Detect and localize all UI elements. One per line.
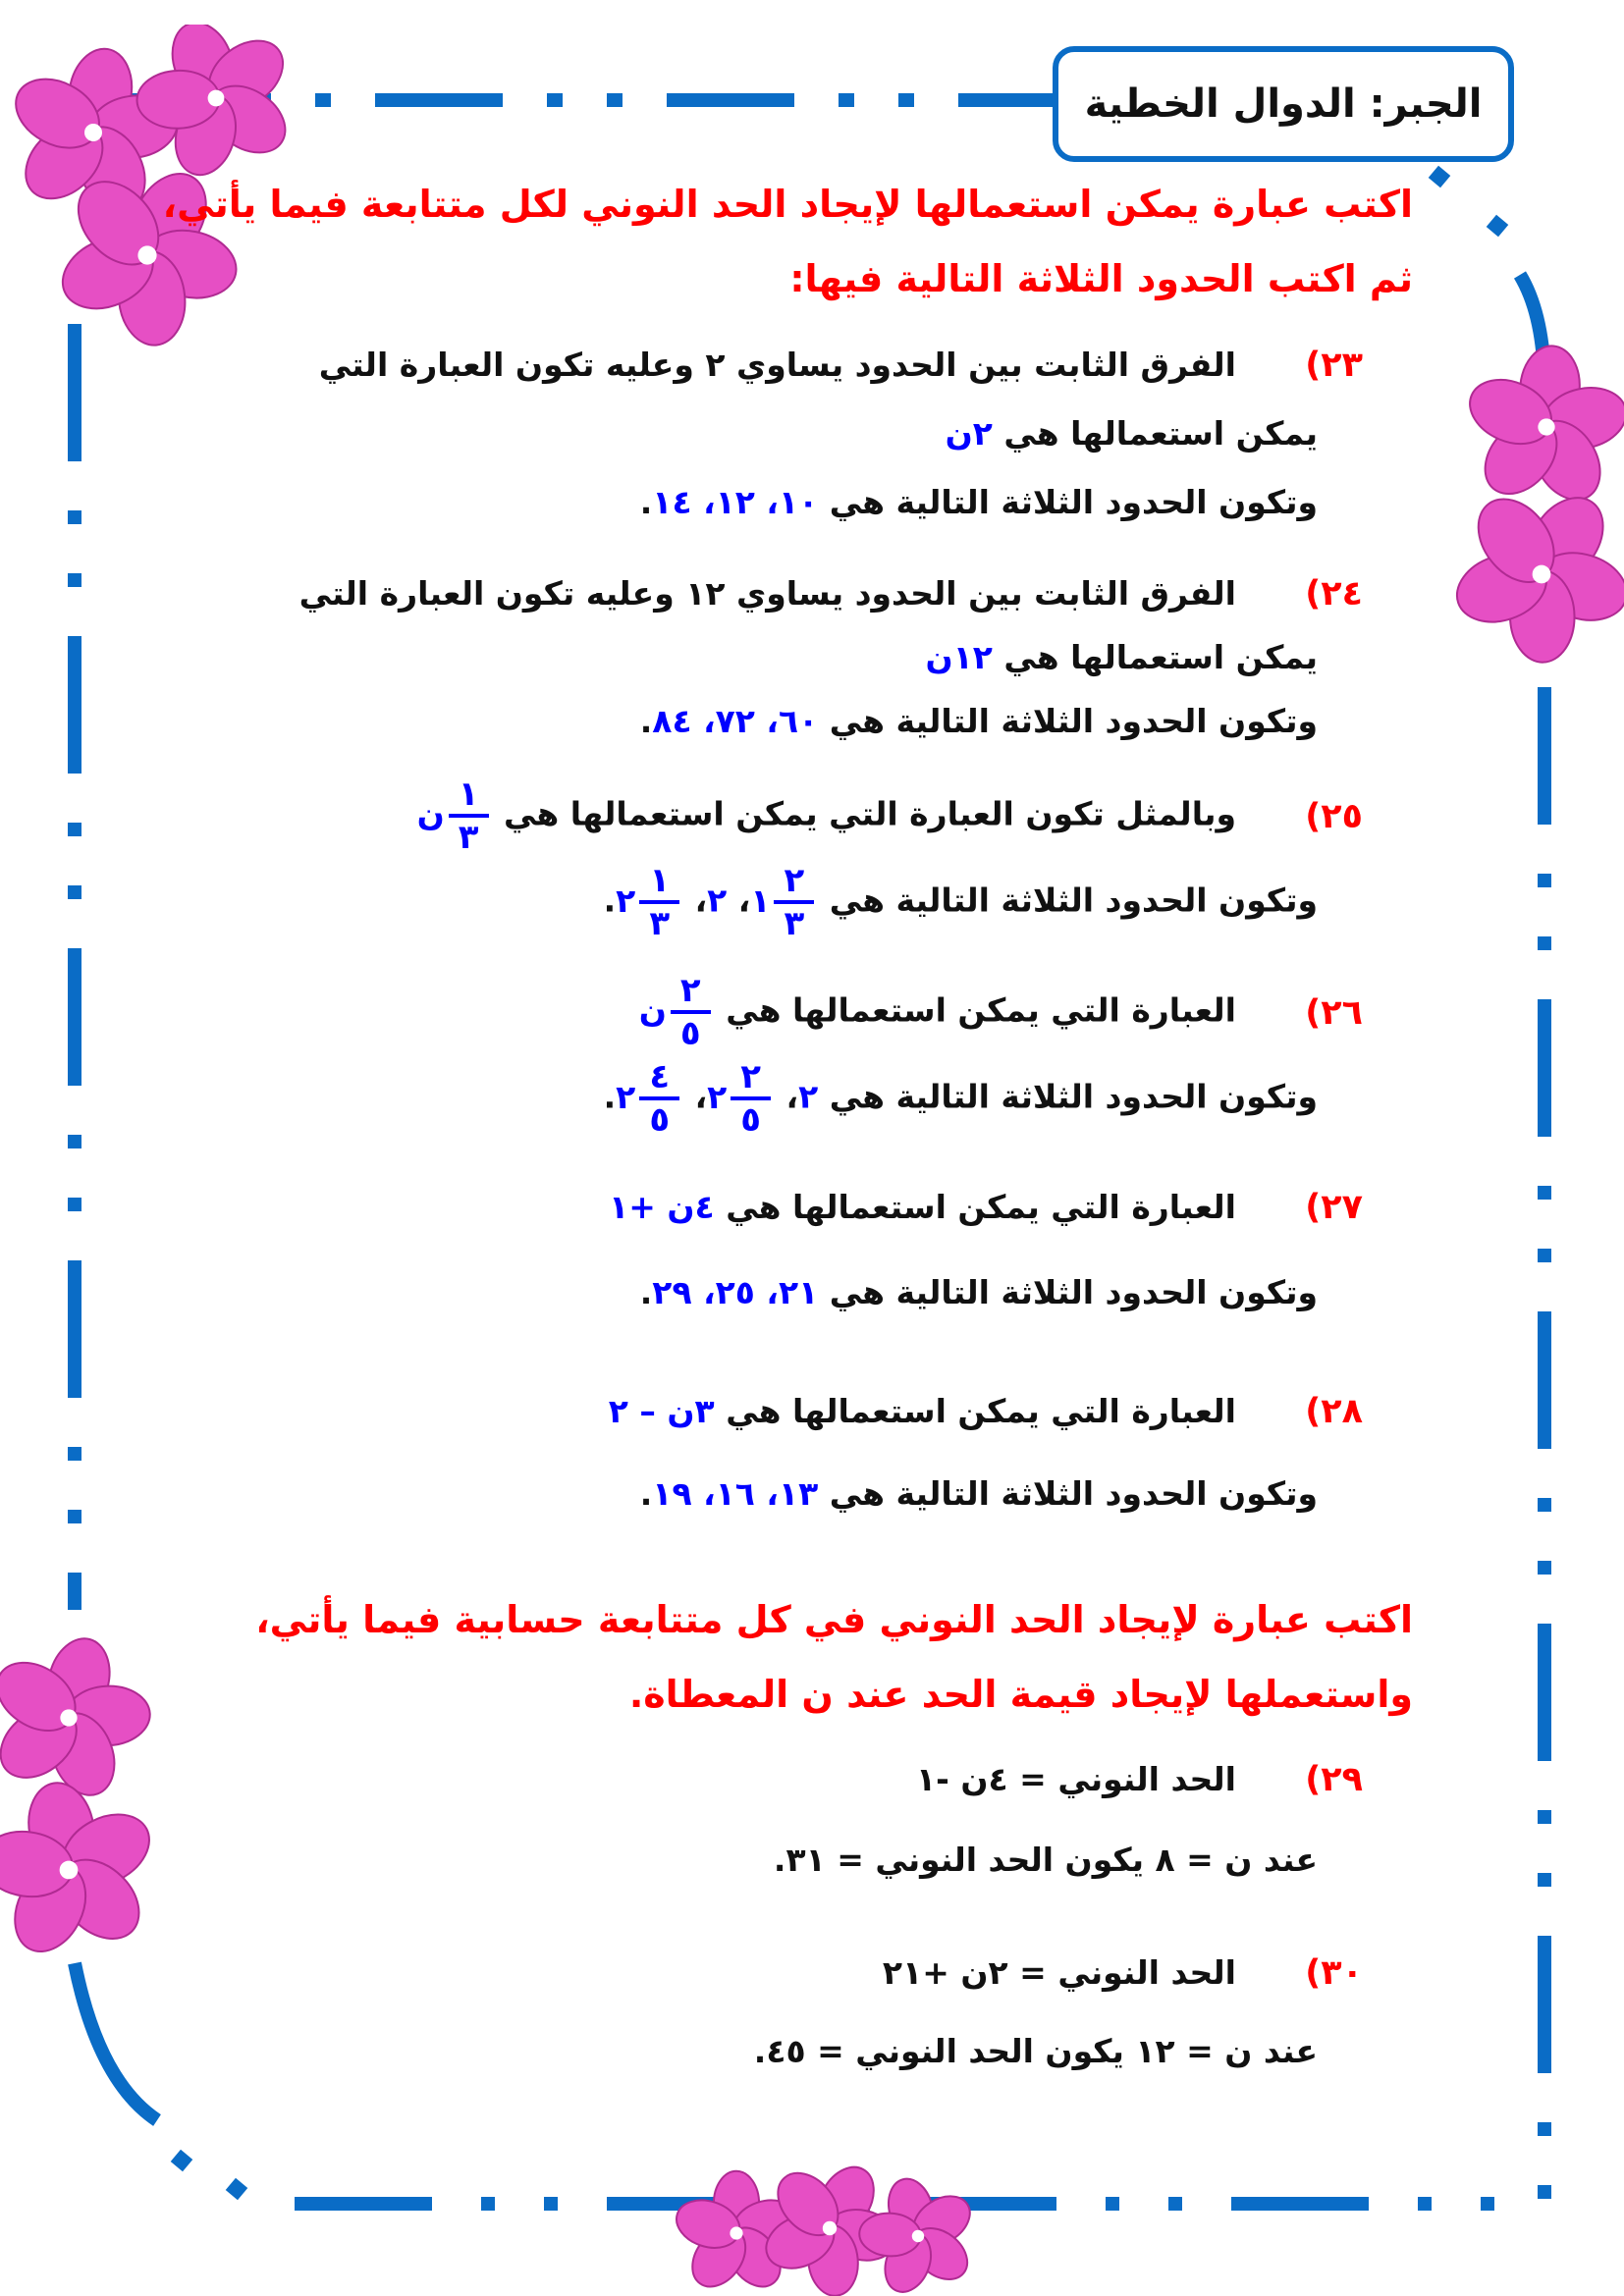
instruction-1-line-2: ثم اكتب الحدود الثلاثة التالية فيها: — [789, 257, 1413, 300]
flower-center — [1533, 565, 1551, 584]
q26-terms-label: وتكون الحدود الثلاثة التالية هي — [829, 1077, 1318, 1116]
q24-line-3 — [640, 702, 1318, 740]
q26-term-2 — [707, 1057, 775, 1140]
q26-term-3-fraction — [639, 1057, 679, 1140]
fraction-denominator: ٥ — [740, 1100, 762, 1140]
flower-center — [137, 245, 156, 264]
flower — [0, 1634, 151, 1804]
q26-term-3-whole: ٢ — [616, 1077, 636, 1116]
fraction-denominator: ٣ — [649, 904, 671, 943]
flower-center — [823, 2221, 837, 2235]
q24-expression: ١٢ن — [925, 638, 993, 676]
title-box — [1053, 46, 1514, 162]
fraction-numerator: ٢ — [671, 974, 711, 1014]
q26-line-2 — [603, 1057, 1318, 1140]
fraction-numerator: ٤ — [639, 1060, 679, 1100]
fraction-denominator: ٥ — [649, 1100, 671, 1140]
q26-term-3 — [616, 1057, 683, 1140]
question-number-29: ٢٩) — [1305, 1760, 1363, 1799]
flower-center — [60, 1861, 79, 1880]
q23-period: . — [639, 483, 653, 521]
q26-expression-variable: ن — [638, 990, 667, 1030]
q23-expression-label: يمكن استعمالها هي — [1003, 414, 1318, 453]
separator: ، — [694, 881, 708, 920]
q24-line-1: الفرق الثابت بين الحدود يساوي ١٢ وعليه تكون العبارة التي — [298, 574, 1236, 613]
flower — [1460, 344, 1624, 512]
fraction-numerator: ١ — [449, 777, 489, 818]
flower-center — [912, 2230, 924, 2242]
q23-expression: ٢ن — [945, 414, 993, 453]
q26-expression-label: العبارة التي يمكن استعمالها هي — [726, 990, 1236, 1030]
q27-expression: ٤ن +١ — [609, 1188, 715, 1226]
q25-expression-fraction — [449, 774, 489, 857]
q26-term-2-fraction — [731, 1057, 771, 1140]
q27-line-1 — [609, 1188, 1236, 1226]
q25-expression-label: وبالمثل تكون العبارة التي يمكن استعمالها هي — [504, 794, 1236, 833]
q27-period: . — [639, 1273, 653, 1311]
q27-line-2 — [640, 1273, 1318, 1311]
q23-terms: ١٠، ١٢، ١٤ — [652, 483, 819, 521]
q26-period: . — [603, 1077, 617, 1116]
q27-terms: ٢١، ٢٥، ٢٩ — [652, 1273, 819, 1311]
q28-expression-label: العبارة التي يمكن استعمالها هي — [726, 1392, 1236, 1430]
q23-line-1: الفرق الثابت بين الحدود يساوي ٢ وعليه تكون العبارة التي — [318, 346, 1236, 384]
question-number-23: ٢٣) — [1305, 346, 1363, 385]
q24-period: . — [639, 702, 653, 740]
q25-expression-variable: ن — [416, 794, 445, 833]
q23-line-2 — [946, 414, 1318, 453]
flower-decoration-right — [1443, 334, 1624, 667]
separator: ، — [785, 1077, 799, 1116]
q28-period: . — [639, 1474, 653, 1513]
flower — [858, 2174, 979, 2296]
q25-term-1-fraction — [774, 861, 814, 943]
question-number-27: ٢٧) — [1305, 1188, 1363, 1227]
q28-terms-label: وتكون الحدود الثلاثة التالية هي — [829, 1474, 1318, 1513]
question-number-25: ٢٥) — [1305, 797, 1363, 836]
q25-term-2: ٢ — [707, 881, 728, 920]
flower-center — [1538, 418, 1554, 435]
question-number-28: ٢٨) — [1305, 1392, 1363, 1431]
flower — [0, 1778, 162, 1963]
flower-decoration-bottom — [668, 2160, 982, 2296]
q29-line-1: الحد النوني = ٤ن -١ — [916, 1760, 1236, 1798]
flower-center — [730, 2226, 742, 2239]
q25-term-1-whole: ١ — [750, 881, 771, 920]
flower-center — [84, 124, 102, 141]
flower-center — [60, 1709, 77, 1726]
q25-line-2 — [603, 861, 1318, 943]
fraction-numerator: ٢ — [774, 864, 814, 904]
q26-term-2-whole: ٢ — [707, 1077, 728, 1116]
q25-terms-label: وتكون الحدود الثلاثة التالية هي — [829, 881, 1318, 920]
q26-term-1: ٢ — [798, 1077, 819, 1116]
q23-terms-label: وتكون الحدود الثلاثة التالية هي — [829, 483, 1318, 521]
q24-terms: ٦٠، ٧٢، ٨٤ — [652, 702, 819, 740]
question-number-24: ٢٤) — [1305, 574, 1363, 614]
instruction-2-line-2: واستعملها لإيجاد قيمة الحد عند ن المعطاة. — [628, 1673, 1413, 1716]
q30-line-2: عند ن = ١٢ يكون الحد النوني = ٤٥. — [753, 2032, 1318, 2070]
q24-line-2 — [925, 638, 1318, 676]
q23-line-3 — [640, 483, 1318, 521]
fraction-numerator: ١ — [639, 864, 679, 904]
q27-expression-label: العبارة التي يمكن استعمالها هي — [726, 1188, 1236, 1226]
flower — [136, 25, 298, 182]
separator: ، — [694, 1077, 708, 1116]
separator: ، — [737, 881, 751, 920]
flower-decoration-left — [0, 1634, 182, 1968]
q25-term-3 — [616, 861, 683, 943]
fraction-denominator: ٣ — [784, 904, 805, 943]
q28-line-1 — [609, 1392, 1236, 1430]
q28-line-2 — [640, 1474, 1318, 1513]
q28-terms: ١٣، ١٦، ١٩ — [652, 1474, 819, 1513]
q25-term-1 — [750, 861, 818, 943]
flower — [1448, 484, 1624, 664]
q25-term-3-whole: ٢ — [616, 881, 636, 920]
fraction-numerator: ٢ — [731, 1060, 771, 1100]
q29-line-2: عند ن = ٨ يكون الحد النوني = ٣١. — [773, 1841, 1318, 1879]
q28-expression: ٣ن – ٢ — [608, 1392, 715, 1430]
flower-center — [208, 90, 225, 107]
q25-term-3-fraction — [639, 861, 679, 943]
q25-period: . — [603, 881, 617, 920]
question-number-30: ٣٠) — [1305, 1953, 1363, 1993]
instruction-2-line-1: اكتب عبارة لإيجاد الحد النوني في كل متتابعة حسابية فيما يأتي، — [255, 1598, 1413, 1641]
q26-line-1 — [638, 971, 1236, 1053]
q24-expression-label: يمكن استعمالها هي — [1003, 638, 1318, 676]
q25-line-1 — [416, 774, 1236, 857]
question-number-26: ٢٦) — [1305, 993, 1363, 1033]
q30-line-1: الحد النوني = ٢ن +٢١ — [882, 1953, 1236, 1992]
q24-terms-label: وتكون الحدود الثلاثة التالية هي — [829, 702, 1318, 740]
fraction-denominator: ٣ — [458, 818, 479, 857]
q27-terms-label: وتكون الحدود الثلاثة التالية هي — [829, 1273, 1318, 1311]
fraction-denominator: ٥ — [679, 1014, 701, 1053]
page-title: الجبر: الدوال الخطية — [1084, 81, 1483, 127]
q26-expression-fraction — [671, 971, 711, 1053]
instruction-1-line-1: اكتب عبارة يمكن استعمالها لإيجاد الحد النوني لكل متتابعة فيما يأتي، — [162, 183, 1413, 226]
